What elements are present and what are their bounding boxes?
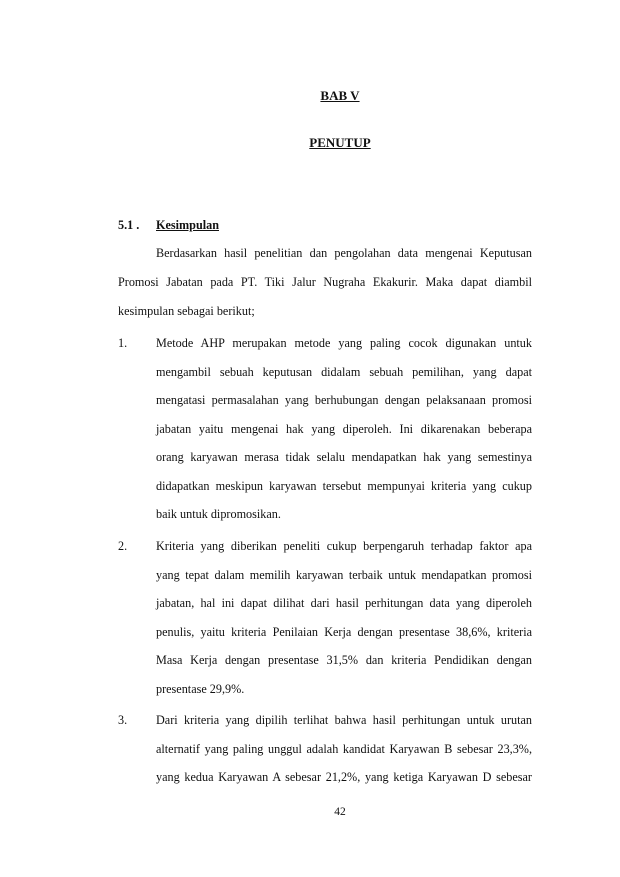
list-item-line: alternatif yang paling unggul adalah kandidat Karyawan B sebesar 23,3%, (156, 742, 532, 756)
section-number: 5.1 . (118, 218, 140, 232)
section-title: Kesimpulan (156, 218, 219, 232)
list-number: 2. (118, 539, 128, 553)
list-item-line: penulis, yaitu kriteria Penilaian Kerja dengan presentase 38,6%, kriteria (156, 625, 532, 639)
list-item-line: mengambil sebuah keputusan didalam sebuah pemilihan, yang dapat (156, 365, 532, 379)
list-item-line: Metode AHP merupakan metode yang paling cocok digunakan untuk (156, 336, 532, 350)
intro-line: Berdasarkan hasil penelitian dan pengolahan data mengenai Keputusan (156, 246, 532, 260)
list-item-line: yang kedua Karyawan A sebesar 21,2%, yang ketiga Karyawan D sebesar (156, 770, 532, 784)
list-item-line: Kriteria yang diberikan peneliti cukup berpengaruh terhadap faktor apa (156, 539, 532, 553)
list-item-line: jabatan yaitu mengenai hak yang diperoleh. Ini dikarenakan beberapa (156, 422, 532, 436)
list-item-line: orang karyawan merasa tidak selalu mendapatkan hak yang semestinya (156, 450, 532, 464)
chapter-label: BAB V (320, 88, 360, 103)
list-number: 1. (118, 336, 128, 350)
list-item-line: jabatan, hal ini dapat dilihat dari hasil perhitungan data yang diperoleh (156, 596, 532, 610)
list-item-line: yang tepat dalam memilih karyawan terbaik untuk mendapatkan promosi (156, 568, 532, 582)
chapter-title: PENUTUP (309, 135, 371, 150)
list-item-line: mengatasi permasalahan yang berhubungan dengan pelaksanaan promosi (156, 393, 532, 407)
list-item-line: didapatkan meskipun karyawan tersebut mempunyai kriteria yang cukup (156, 479, 532, 493)
page-number: 42 (334, 806, 346, 818)
list-item-line: Masa Kerja dengan presentase 31,5% dan kriteria Pendidikan dengan (156, 653, 532, 667)
list-item-line: presentase 29,9%. (156, 682, 245, 696)
list-number: 3. (118, 713, 128, 727)
intro-line: Promosi Jabatan pada PT. Tiki Jalur Nugraha Ekakurir. Maka dapat diambil (118, 275, 532, 289)
intro-line: kesimpulan sebagai berikut; (118, 304, 255, 318)
list-item-line: baik untuk dipromosikan. (156, 507, 281, 521)
list-item-line: Dari kriteria yang dipilih terlihat bahwa hasil perhitungan untuk urutan (156, 713, 532, 727)
